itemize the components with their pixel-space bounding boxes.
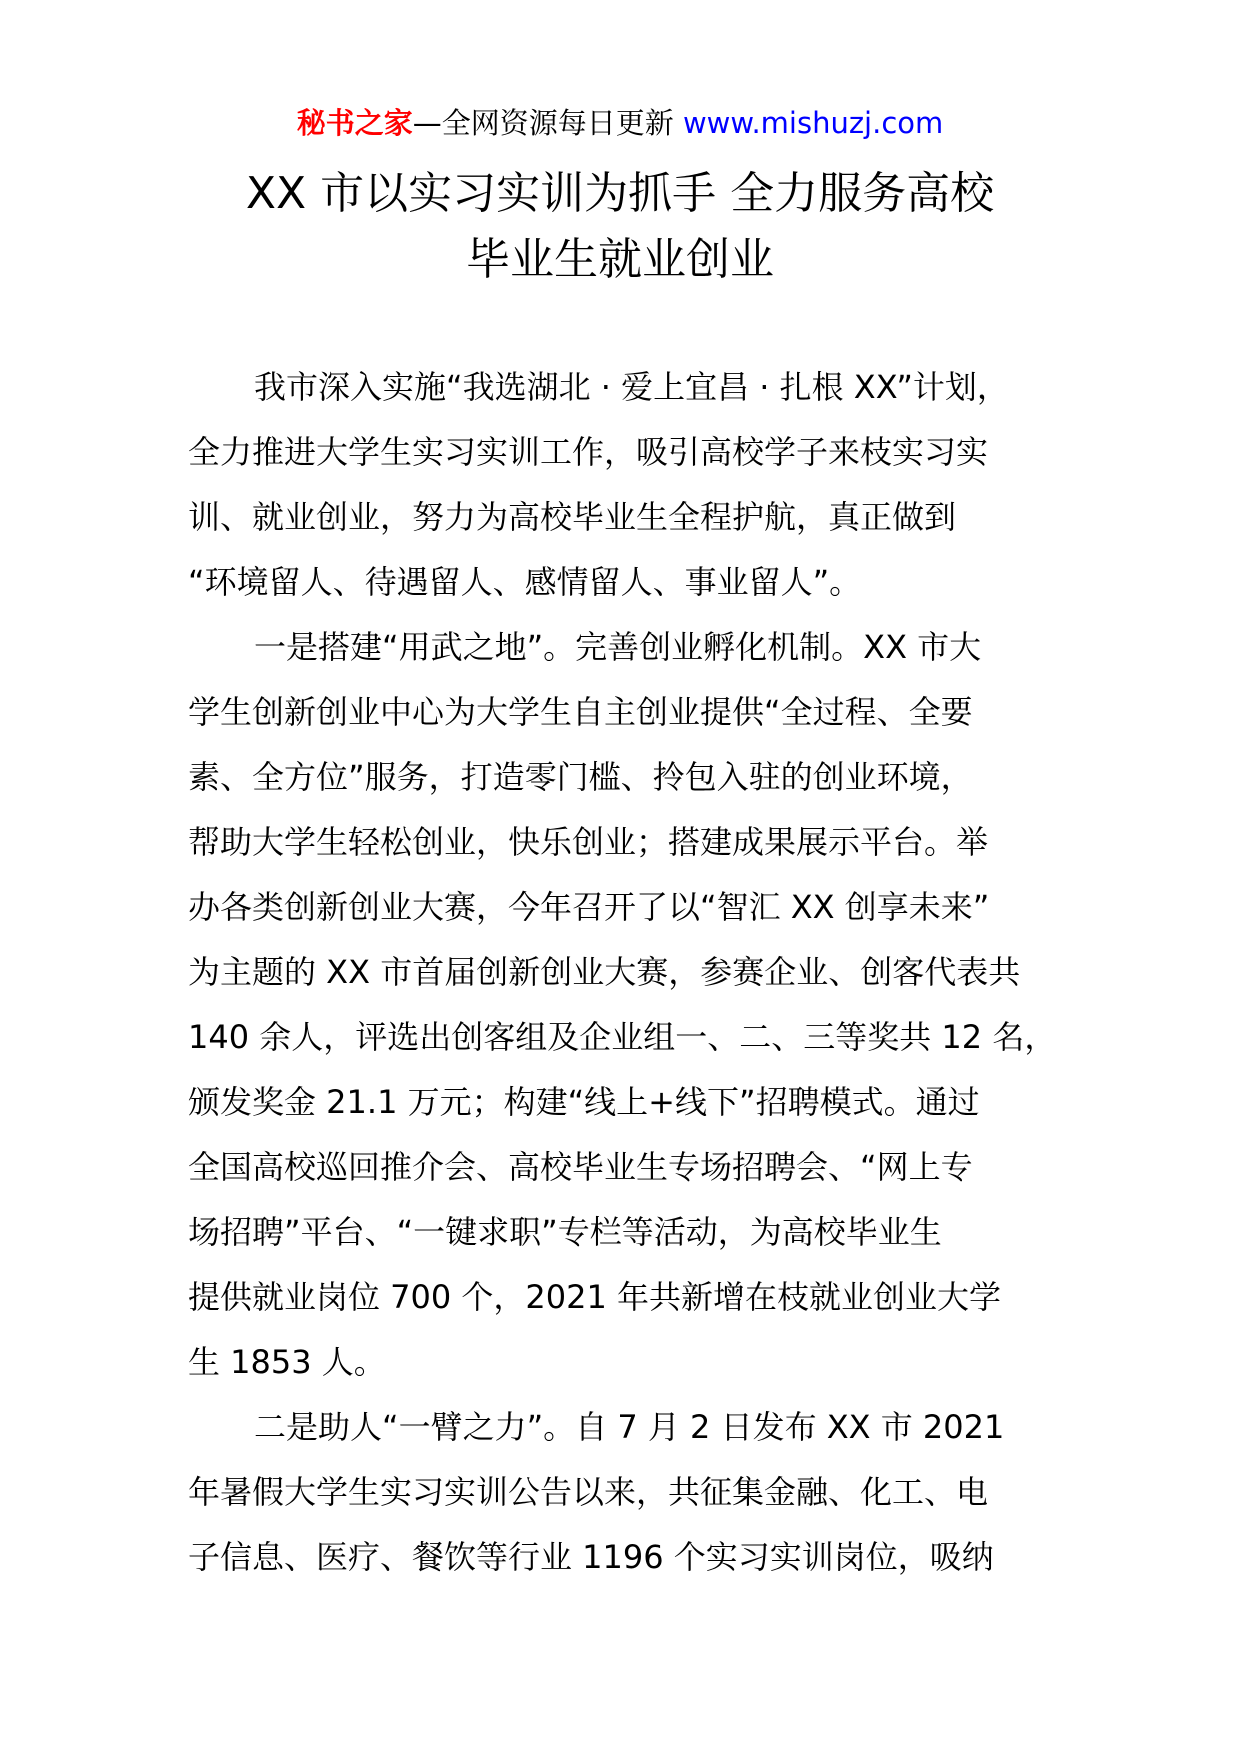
paragraph-line: 办各类创新创业大赛，今年召开了以“智汇 XX 创享未来” (188, 888, 990, 926)
paragraph-line: 一是搭建“用武之地”。完善创业孵化机制。XX 市大 (254, 628, 982, 666)
paragraph-section-one (188, 615, 1088, 1395)
paragraph-line: 子信息、医疗、餐饮等行业 1196 个实习实训岗位，吸纳 (188, 1538, 994, 1576)
paragraph-line: 生 1853 人。 (188, 1343, 386, 1381)
paragraph-line: 我市深入实施“我选湖北 · 爱上宜昌 · 扎根 XX”计划， (254, 368, 1009, 406)
document-title-line-1: XX 市以实习实训为抓手 全力服务高校 (245, 168, 995, 219)
paragraph-line: 全力推进大学生实习实训工作，吸引高校学子来枝实习实 (188, 433, 989, 471)
paragraph-line: 训、就业创业，努力为高校毕业生全程护航，真正做到 (188, 498, 957, 536)
site-url-link[interactable]: www.mishuzj.com (682, 106, 944, 140)
paragraph-section-two (188, 1395, 1088, 1590)
paragraph-line: 为主题的 XX 市首届创新创业大赛，参赛企业、创客代表共 (188, 953, 1021, 991)
paragraph-line: 年暑假大学生实习实训公告以来，共征集金融、化工、电 (188, 1473, 989, 1511)
paragraph-line: 提供就业岗位 700 个，2021 年共新增在枝就业创业大学 (188, 1278, 1002, 1316)
paragraph-line: 全国高校巡回推介会、高校毕业生专场招聘会、“网上专 (188, 1148, 973, 1186)
paragraph-line: 颁发奖金 21.1 万元；构建“线上+线下”招聘模式。通过 (188, 1083, 980, 1121)
paragraph-line: 帮助大学生轻松创业，快乐创业；搭建成果展示平台。举 (188, 823, 989, 861)
site-name: 秘书之家 (296, 106, 413, 140)
paragraph-line: 二是助人“一臂之力”。自 7 月 2 日发布 XX 市 2021 (254, 1408, 1005, 1446)
paragraph-line: 场招聘”平台、“一键求职”专栏等活动，为高校毕业生 (188, 1213, 942, 1251)
document-title-line-2: 毕业生就业创业 (466, 234, 774, 285)
paragraph-intro (188, 355, 1088, 615)
paragraph-line: 140 余人，评选出创客组及企业组一、二、三等奖共 12 名， (188, 1018, 1057, 1056)
site-slogan: —全网资源每日更新 (412, 106, 674, 140)
paragraph-line: 学生创新创业中心为大学生自主创业提供“全过程、全要 (188, 693, 973, 731)
paragraph-line: “环境留人、待遇留人、感情留人、事业留人”。 (188, 563, 862, 601)
paragraph-line: 素、全方位”服务，打造零门槛、拎包入驻的创业环境， (188, 758, 973, 796)
site-header (0, 103, 1240, 143)
